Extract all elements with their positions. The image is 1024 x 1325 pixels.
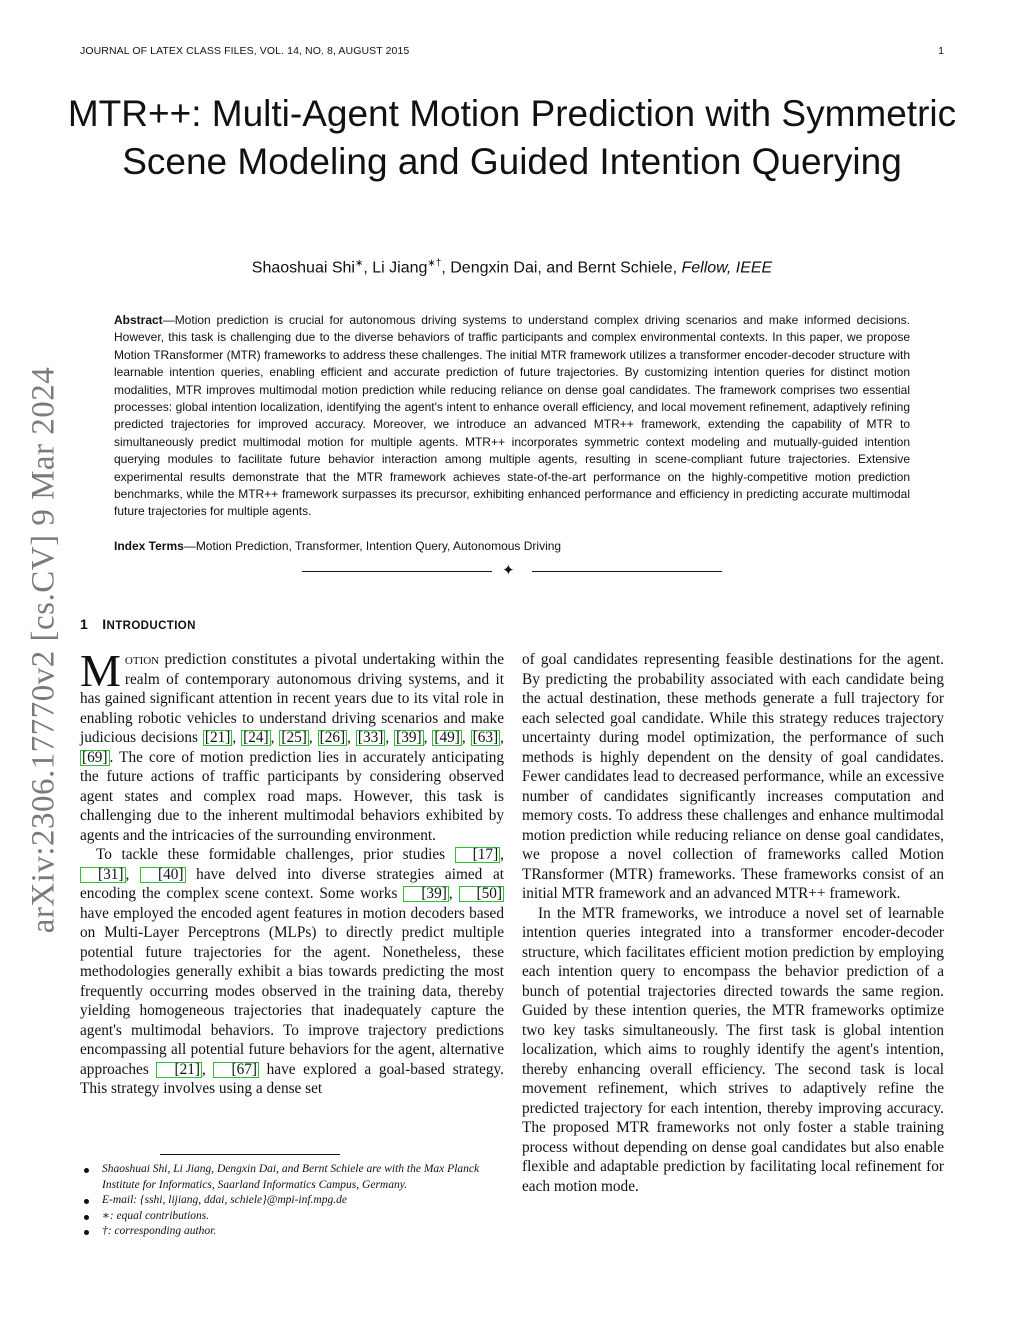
paragraph-text: have delved into diverse strategies aimed at encoding the complex scene context. Some works	[80, 865, 504, 902]
author-mark: ∗†	[427, 258, 442, 269]
author-name: , Li Jiang	[363, 259, 428, 277]
citation-link[interactable]: [40]	[140, 867, 186, 883]
footnote-item: ∗: equal contributions.	[80, 1209, 504, 1225]
author-mark: ∗	[354, 258, 364, 269]
citation-link[interactable]: [17]	[455, 847, 501, 863]
paragraph: In the MTR frameworks, we introduce a novel set of learnable intention queries integrated into a transformer encoder-decoder structure, which facilitates efficient motion prediction by employing each intention query to encompass the behavior prediction of a bunch of potential trajectories directed towards the same region. Guided by these intention queries, the MTR frameworks optimize two key tasks simultaneously. The first task is global intention localization, which aims to roughly identify the agent's intention, thereby enhancing overall efficiency. The second task is local movement refinement, which strives to adaptively refine the predicted trajectory for each intention, thereby improving accuracy. The proposed MTR frameworks not only foster a stable training process without depending on dense goal candidates but also enable flexible and adaptable prediction by facilitating local refinement for each motion mode.	[522, 904, 944, 1195]
citation-link[interactable]: [21]	[156, 1062, 202, 1078]
footnote-rule	[160, 1154, 340, 1155]
index-terms	[114, 538, 910, 555]
footnote-item: Shaoshuai Shi, Li Jiang, Dengxin Dai, and Bernt Schiele are with the Max Planck Institute for Informatics, Saarland Informatics Campus, Germany.	[80, 1162, 504, 1193]
author-name: Shaoshuai Shi	[251, 259, 355, 277]
abstract-label: Abstract	[114, 313, 163, 327]
author-names: , Dengxin Dai, and Bernt Schiele,	[441, 259, 678, 277]
citation-link[interactable]: [26]	[319, 729, 346, 746]
divider-star-icon: ✦	[502, 563, 515, 579]
paper-title: MTR++: Multi-Agent Motion Prediction with Symmetric Scene Modeling and Guided Intention Querying	[67, 93, 957, 182]
citation-link[interactable]: [50]	[459, 886, 505, 902]
citation-link[interactable]: [63]	[472, 729, 499, 746]
drop-cap: M	[80, 645, 121, 696]
footnote-item: †: corresponding author.	[80, 1224, 504, 1240]
citation-link[interactable]: [21]	[204, 729, 231, 746]
footnote-item: E-mail: {sshi, lijiang, ddai, schiele}@mpi-inf.mpg.de	[80, 1193, 504, 1209]
body-column-right	[522, 650, 944, 1196]
section-title-initial: I	[102, 616, 107, 632]
citation-link[interactable]: [24]	[243, 729, 269, 746]
paragraph-text: . The core of motion prediction lies in accurately anticipating the future actions of traffic participants by considering observed agent states and complex road maps. However, this task is challenging due to the inherent multimodal behaviors exhibited by agents and the intricacies of the surrounding environment.	[80, 748, 504, 844]
index-terms-text: —Motion Prediction, Transformer, Intention Query, Autonomous Driving	[183, 539, 562, 553]
arxiv-stamp	[20, 350, 68, 950]
paragraph-text: To tackle these formidable challenges, prior studies	[96, 846, 455, 863]
divider-line-right	[532, 571, 722, 572]
citation-link[interactable]: [39]	[403, 886, 449, 902]
paragraph: of goal candidates representing feasible destinations for the agent. By predicting the probability associated with each candidate being the actual destination, these methods generate a full trajectory for each selected goal candidate. While this strategy reduces trajectory uncertainty during model optimization, the performance of such methods is highly dependent on the density of goal candidates. Fewer candidates lead to decreased performance, while an excessive number of candidates significantly increases computation and memory costs. To address these challenges and enhance multimodal motion prediction while reducing reliance on dense goal candidates, we propose a novel collection of frameworks called Motion TRansformer (MTR) frameworks. These frameworks consist of an initial MTR framework and an advanced MTR++ framework.	[522, 651, 944, 902]
paragraph-text: have employed the encoded agent features in motion decoders based on Multi-Layer Perceptrons (MLPs) to directly predict multiple potential future trajectories for the agent. Nonetheless, these methodologies generally exhibit a bias towards predicting the most frequently occurring modes observed in the training data, thereby yielding homogeneous trajectories that inadequately capture the agent's multimodal behaviors. To improve trajectory predictions encompassing all potential future behaviors for the agent, alternative approaches	[80, 904, 504, 1078]
section-heading	[80, 616, 196, 632]
citation-link[interactable]: [69]	[82, 748, 108, 766]
citation-link[interactable]: [25]	[281, 729, 307, 746]
divider-line-left	[302, 571, 492, 572]
citation-link[interactable]: [39]	[396, 729, 422, 746]
author-honorific: Fellow, IEEE	[681, 259, 773, 277]
citation-link[interactable]: [31]	[80, 867, 126, 883]
index-terms-label: Index Terms	[114, 539, 184, 553]
abstract	[114, 312, 910, 521]
citation-link[interactable]: [67]	[213, 1062, 259, 1078]
page-number: 1	[938, 45, 944, 57]
abstract-text: —Motion prediction is crucial for autonomous driving systems to understand complex driving scenarios and make informed decisions. However, this task is challenging due to the diverse behaviors of traffic participants and complex environmental contexts. In this paper, we propose Motion TRansformer (MTR) frameworks to address these challenges. The initial MTR framework utilizes a transformer encoder-decoder structure with learnable intention queries, enabling efficient and accurate prediction of future trajectories. By customizing intention queries for distinct motion modalities, MTR improves multimodal motion prediction while reducing reliance on dense goal candidates. The framework comprises two essential processes: global intention localization, identifying the agent's intent to enhance overall efficiency, and local movement refinement, adaptively refining predicted trajectories for improved accuracy. Moreover, we introduce an advanced MTR++ framework, extending the capability of MTR to simultaneously predict multimodal motion for multiple agents. MTR++ incorporates symmetric context modeling and mutually-guided intention querying modules to facilitate future behavior interaction among multiple agents, resulting in scene-compliant future trajectories. Extensive experimental results demonstrate that the MTR framework achieves state-of-the-art performance on the highly-competitive motion prediction benchmarks, while the MTR++ framework surpasses its precursor, exhibiting enhanced performance and efficiency in predicting accurate multimodal future trajectories for multiple agents.	[114, 313, 910, 519]
citation-link[interactable]: [49]	[434, 729, 460, 746]
paragraph: Motion prediction constitutes a pivotal undertaking within the realm of contemporary autonomous driving systems, and it has gained significant attention in recent years due to its vital role in enabling robotic vehicles to understand driving scenarios and make judicious decisions [21] , [24] , [25] , [26] , [33] , [39] , [49] , [63] , [69] . The core of motion prediction lies in accurately anticipating the future actions of traffic participants by considering observed agent states and complex road maps. However, this task is challenging due to the inherent multimodal behaviors exhibited by agents and the intricacies of the surrounding environment.	[80, 645, 504, 844]
paragraph-text: prediction constitutes a pivotal undertaking within the realm of contemporary autonomous driving systems, and it has gained significant attention in recent years due to its vital role in enabling robotic vehicles to understand driving scenarios and make judicious decisions	[80, 651, 504, 746]
section-title-rest: NTRODUCTION	[106, 620, 196, 632]
section-number: 1	[80, 616, 89, 632]
author-line	[60, 258, 964, 277]
paragraph: To tackle these formidable challenges, prior studies [17] , [31] , [40] have delved into diverse strategies aimed at encoding the complex scene context. Some works [39] , [50] have employed the encoded agent features in motion decoders based on Multi-Layer Perceptrons (MLPs) to directly predict multiple potential future trajectories for the agent. Nonetheless, these methodologies generally exhibit a bias towards predicting the most frequently occurring modes observed in the training data, thereby yielding homogeneous trajectories that inadequately capture the agent's multimodal behaviors. To improve trajectory predictions encompassing all potential future behaviors for the agent, alternative approaches [21] , [67] have explored a goal-based strategy. This strategy involves using a dense set	[80, 846, 504, 1097]
citation-link[interactable]: [33]	[357, 729, 384, 746]
lead-in-word: otion	[124, 651, 160, 668]
arxiv-stamp-text: arXiv:2306.17770v2 [cs.CV] 9 Mar 2024	[25, 366, 62, 934]
footnotes	[80, 1162, 504, 1240]
body-column-left	[80, 645, 504, 1099]
running-header: JOURNAL OF LATEX CLASS FILES, VOL. 14, NO. 8, AUGUST 2015	[80, 45, 410, 57]
paragraph-text: have explored a goal-based strategy. This strategy involves using a dense set	[80, 1060, 504, 1097]
